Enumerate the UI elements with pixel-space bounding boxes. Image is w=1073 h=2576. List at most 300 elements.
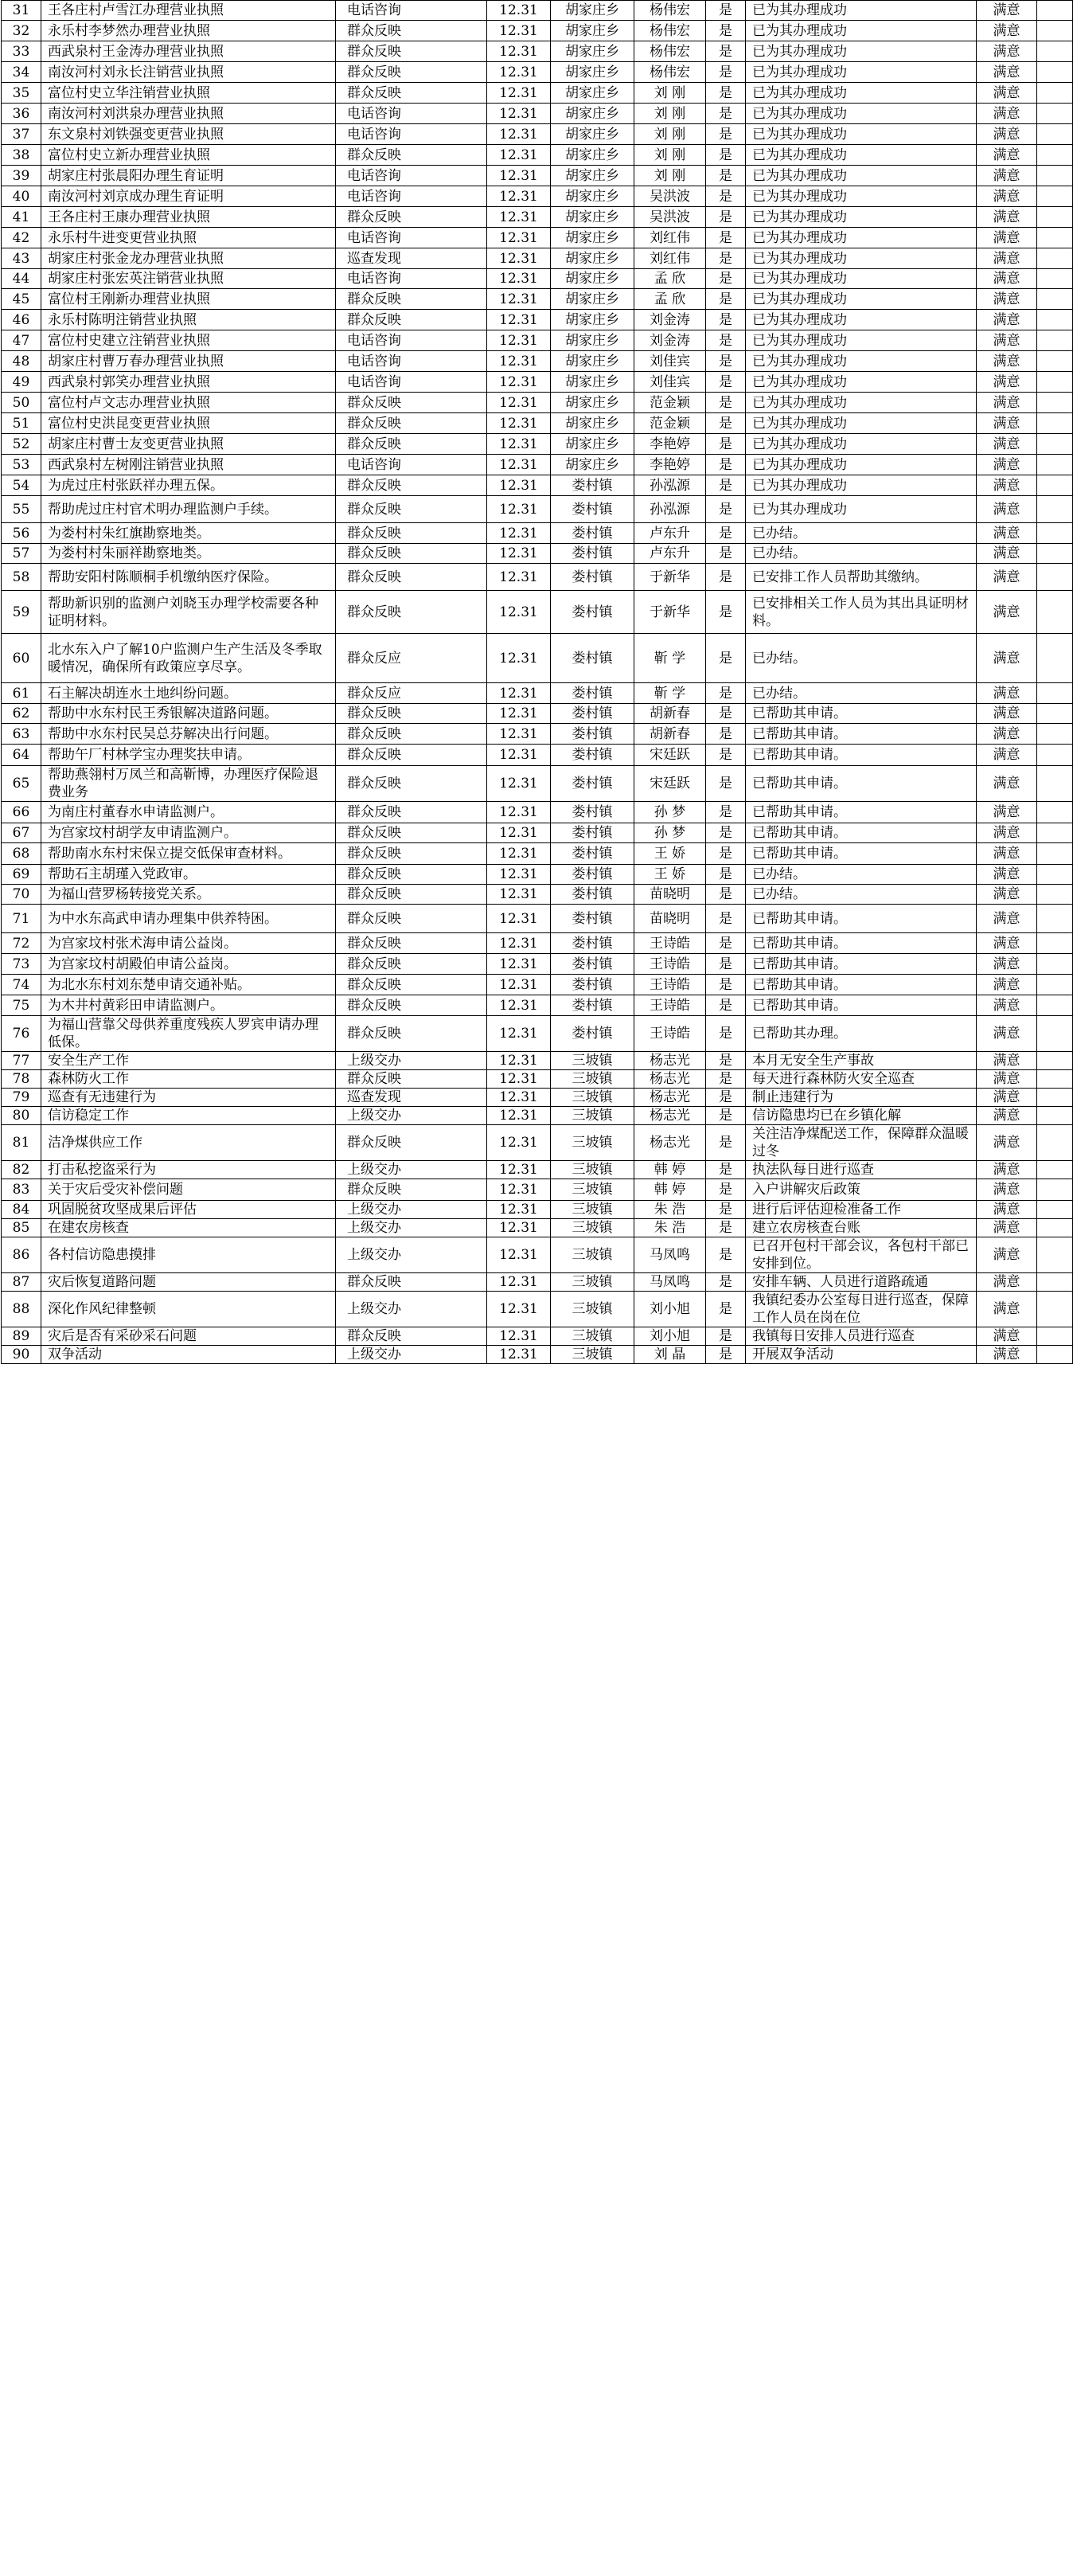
cell-item: 帮助中水东村民王秀银解决道路问题。 — [41, 704, 336, 724]
cell-item: 北水东入户了解10户监测户生产生活及冬季取暖情况，确保所有政策应享尽享。 — [41, 634, 336, 683]
cell-note — [1037, 1201, 1073, 1219]
table-row — [2, 724, 1073, 745]
cell-no: 72 — [2, 933, 41, 954]
cell-done: 是 — [706, 434, 746, 455]
cell-source: 群众反映 — [336, 1070, 487, 1089]
cell-date: 12.31 — [487, 41, 551, 62]
cell-source: 群众反映 — [336, 885, 487, 905]
cell-item: 为娄村村朱丽祥勘察地类。 — [41, 544, 336, 564]
cell-done: 是 — [706, 1219, 746, 1237]
cell-no: 33 — [2, 41, 41, 62]
cell-done: 是 — [706, 455, 746, 475]
cell-town: 胡家庄乡 — [551, 124, 634, 145]
cell-note — [1037, 766, 1073, 802]
cell-person: 刘 刚 — [634, 124, 706, 145]
cell-result: 已帮助其申请。 — [746, 905, 977, 933]
table-row — [2, 1161, 1073, 1179]
cell-satisfaction: 满意 — [977, 954, 1037, 975]
cell-no: 69 — [2, 865, 41, 885]
cell-item: 为福山营靠父母供养重度残疾人罗宾申请办理低保。 — [41, 1016, 336, 1052]
cell-no: 39 — [2, 166, 41, 186]
cell-item: 在建农房核查 — [41, 1219, 336, 1237]
cell-person: 王 娇 — [634, 843, 706, 865]
cell-town: 三坡镇 — [551, 1237, 634, 1273]
cell-item: 为娄村村朱红旗勘察地类。 — [41, 523, 336, 544]
cell-note — [1037, 330, 1073, 351]
cell-item: 打击私挖盗采行为 — [41, 1161, 336, 1179]
cell-note — [1037, 186, 1073, 207]
cell-item: 石主解决胡连水土地纠纷问题。 — [41, 683, 336, 704]
cell-item: 富位村史立华注销营业执照 — [41, 83, 336, 104]
cell-item: 西武泉村左树刚注销营业执照 — [41, 455, 336, 475]
cell-result: 已帮助其申请。 — [746, 802, 977, 823]
cell-person: 杨伟宏 — [634, 62, 706, 83]
cell-note — [1037, 455, 1073, 475]
cell-note — [1037, 683, 1073, 704]
cell-satisfaction: 满意 — [977, 802, 1037, 823]
cell-done: 是 — [706, 766, 746, 802]
cell-item: 胡家庄村张宏英注销营业执照 — [41, 269, 336, 289]
cell-town: 胡家庄乡 — [551, 145, 634, 166]
cell-satisfaction: 满意 — [977, 393, 1037, 413]
cell-note — [1037, 704, 1073, 724]
cell-note — [1037, 523, 1073, 544]
cell-result: 已为其办理成功 — [746, 372, 977, 393]
cell-done: 是 — [706, 1327, 746, 1346]
cell-no: 58 — [2, 564, 41, 591]
cell-town: 娄村镇 — [551, 724, 634, 745]
table-row — [2, 1089, 1073, 1107]
table-row — [2, 393, 1073, 413]
cell-source: 群众反映 — [336, 475, 487, 496]
cell-town: 胡家庄乡 — [551, 248, 634, 269]
cell-date: 12.31 — [487, 269, 551, 289]
cell-source: 群众反映 — [336, 393, 487, 413]
cell-item: 帮助虎过庄村官术明办理监测户手续。 — [41, 496, 336, 523]
cell-done: 是 — [706, 591, 746, 634]
cell-item: 胡家庄村张金龙办理营业执照 — [41, 248, 336, 269]
cell-result: 我镇纪委办公室每日进行巡查，保障工作人员在岗在位 — [746, 1292, 977, 1327]
cell-done: 是 — [706, 475, 746, 496]
cell-item: 富位村卢文志办理营业执照 — [41, 393, 336, 413]
cell-town: 胡家庄乡 — [551, 372, 634, 393]
cell-person: 于新华 — [634, 591, 706, 634]
cell-satisfaction: 满意 — [977, 591, 1037, 634]
cell-done: 是 — [706, 104, 746, 124]
cell-date: 12.31 — [487, 523, 551, 544]
cell-done: 是 — [706, 289, 746, 310]
cell-date: 12.31 — [487, 455, 551, 475]
table-row — [2, 1179, 1073, 1201]
cell-source: 上级交办 — [336, 1219, 487, 1237]
cell-no: 46 — [2, 310, 41, 330]
cell-done: 是 — [706, 1125, 746, 1161]
cell-source: 上级交办 — [336, 1346, 487, 1364]
cell-source: 群众反映 — [336, 434, 487, 455]
cell-done: 是 — [706, 865, 746, 885]
cell-date: 12.31 — [487, 823, 551, 843]
cell-date: 12.31 — [487, 1052, 551, 1070]
cell-no: 41 — [2, 207, 41, 228]
cell-note — [1037, 954, 1073, 975]
cell-no: 37 — [2, 124, 41, 145]
cell-item: 帮助南水东村宋保立提交低保审查材料。 — [41, 843, 336, 865]
cell-source: 群众反映 — [336, 975, 487, 995]
cell-person: 胡新春 — [634, 704, 706, 724]
cell-no: 34 — [2, 62, 41, 83]
cell-done: 是 — [706, 41, 746, 62]
cell-done: 是 — [706, 83, 746, 104]
cell-item: 安全生产工作 — [41, 1052, 336, 1070]
cell-result: 安排车辆、人员进行道路疏通 — [746, 1273, 977, 1292]
cell-source: 电话咨询 — [336, 1, 487, 21]
cell-no: 75 — [2, 995, 41, 1016]
table-row — [2, 413, 1073, 434]
cell-date: 12.31 — [487, 62, 551, 83]
cell-satisfaction: 满意 — [977, 1016, 1037, 1052]
table-row — [2, 330, 1073, 351]
cell-person: 孙泓源 — [634, 496, 706, 523]
cell-result: 已帮助其申请。 — [746, 843, 977, 865]
cell-person: 胡新春 — [634, 724, 706, 745]
cell-date: 12.31 — [487, 1161, 551, 1179]
cell-date: 12.31 — [487, 1016, 551, 1052]
cell-item: 西武泉村郭笑办理营业执照 — [41, 372, 336, 393]
cell-note — [1037, 1052, 1073, 1070]
cell-person: 刘 刚 — [634, 166, 706, 186]
cell-source: 群众反映 — [336, 766, 487, 802]
cell-town: 娄村镇 — [551, 975, 634, 995]
cell-person: 刘 刚 — [634, 83, 706, 104]
cell-date: 12.31 — [487, 413, 551, 434]
cell-person: 宋廷跃 — [634, 766, 706, 802]
cell-done: 是 — [706, 1237, 746, 1273]
cell-item: 胡家庄村曹士友变更营业执照 — [41, 434, 336, 455]
cell-town: 娄村镇 — [551, 802, 634, 823]
cell-result: 已为其办理成功 — [746, 330, 977, 351]
cell-date: 12.31 — [487, 1292, 551, 1327]
cell-no: 32 — [2, 21, 41, 41]
cell-item: 南汝河村刘洪泉办理营业执照 — [41, 104, 336, 124]
cell-town: 三坡镇 — [551, 1292, 634, 1327]
cell-satisfaction: 满意 — [977, 1052, 1037, 1070]
cell-town: 三坡镇 — [551, 1346, 634, 1364]
cell-source: 群众反映 — [336, 1273, 487, 1292]
cell-note — [1037, 1, 1073, 21]
cell-done: 是 — [706, 724, 746, 745]
cell-person: 杨志光 — [634, 1089, 706, 1107]
cell-no: 53 — [2, 455, 41, 475]
cell-town: 娄村镇 — [551, 475, 634, 496]
cell-done: 是 — [706, 1179, 746, 1201]
cell-town: 胡家庄乡 — [551, 1, 634, 21]
table-row — [2, 41, 1073, 62]
cell-no: 79 — [2, 1089, 41, 1107]
cell-date: 12.31 — [487, 954, 551, 975]
cell-no: 54 — [2, 475, 41, 496]
cell-done: 是 — [706, 413, 746, 434]
cell-source: 群众反应 — [336, 683, 487, 704]
cell-source: 群众反映 — [336, 704, 487, 724]
table-row — [2, 1273, 1073, 1292]
cell-person: 刘红伟 — [634, 248, 706, 269]
table-row — [2, 21, 1073, 41]
cell-result: 已为其办理成功 — [746, 1, 977, 21]
cell-result: 已为其办理成功 — [746, 186, 977, 207]
cell-result: 已为其办理成功 — [746, 269, 977, 289]
cell-done: 是 — [706, 704, 746, 724]
cell-source: 上级交办 — [336, 1237, 487, 1273]
cell-person: 苗晓明 — [634, 885, 706, 905]
cell-item: 胡家庄村曹万春办理营业执照 — [41, 351, 336, 372]
cell-result: 建立农房核查台账 — [746, 1219, 977, 1237]
cell-town: 胡家庄乡 — [551, 413, 634, 434]
cell-note — [1037, 248, 1073, 269]
cell-result: 已帮助其申请。 — [746, 995, 977, 1016]
cell-satisfaction: 满意 — [977, 21, 1037, 41]
cell-item: 富位村王刚新办理营业执照 — [41, 289, 336, 310]
cell-satisfaction: 满意 — [977, 1089, 1037, 1107]
cell-result: 已为其办理成功 — [746, 434, 977, 455]
cell-done: 是 — [706, 1161, 746, 1179]
cell-note — [1037, 933, 1073, 954]
cell-done: 是 — [706, 683, 746, 704]
cell-satisfaction: 满意 — [977, 475, 1037, 496]
cell-no: 52 — [2, 434, 41, 455]
cell-date: 12.31 — [487, 1179, 551, 1201]
cell-person: 刘金涛 — [634, 310, 706, 330]
cell-person: 范金颖 — [634, 393, 706, 413]
cell-source: 电话咨询 — [336, 372, 487, 393]
cell-item: 为宫家坟村胡学友申请监测户。 — [41, 823, 336, 843]
cell-satisfaction: 满意 — [977, 41, 1037, 62]
table-row — [2, 865, 1073, 885]
cell-note — [1037, 1292, 1073, 1327]
table-row — [2, 186, 1073, 207]
cell-date: 12.31 — [487, 310, 551, 330]
cell-item: 信访稳定工作 — [41, 1107, 336, 1125]
cell-note — [1037, 310, 1073, 330]
cell-result: 入户讲解灾后政策 — [746, 1179, 977, 1201]
cell-satisfaction: 满意 — [977, 269, 1037, 289]
cell-note — [1037, 372, 1073, 393]
cell-town: 三坡镇 — [551, 1179, 634, 1201]
cell-source: 群众反映 — [336, 1016, 487, 1052]
cell-no: 66 — [2, 802, 41, 823]
cell-source: 群众反映 — [336, 544, 487, 564]
cell-done: 是 — [706, 1107, 746, 1125]
cell-person: 杨伟宏 — [634, 41, 706, 62]
cell-date: 12.31 — [487, 1201, 551, 1219]
table-row — [2, 766, 1073, 802]
cell-no: 40 — [2, 186, 41, 207]
cell-person: 刘 刚 — [634, 145, 706, 166]
cell-source: 电话咨询 — [336, 124, 487, 145]
cell-person: 靳 学 — [634, 634, 706, 683]
cell-result: 已帮助其申请。 — [746, 954, 977, 975]
cell-satisfaction: 满意 — [977, 104, 1037, 124]
cell-done: 是 — [706, 351, 746, 372]
table-body — [2, 1, 1073, 1364]
cell-person: 孟 欣 — [634, 289, 706, 310]
table-row — [2, 1346, 1073, 1364]
cell-town: 三坡镇 — [551, 1201, 634, 1219]
table-row — [2, 885, 1073, 905]
cell-town: 胡家庄乡 — [551, 41, 634, 62]
cell-result: 信访隐患均已在乡镇化解 — [746, 1107, 977, 1125]
cell-source: 上级交办 — [336, 1201, 487, 1219]
cell-date: 12.31 — [487, 724, 551, 745]
cell-result: 已办结。 — [746, 544, 977, 564]
cell-note — [1037, 228, 1073, 248]
cell-date: 12.31 — [487, 248, 551, 269]
cell-done: 是 — [706, 975, 746, 995]
cell-result: 本月无安全生产事故 — [746, 1052, 977, 1070]
cell-note — [1037, 496, 1073, 523]
cell-item: 巩固脱贫攻坚成果后评估 — [41, 1201, 336, 1219]
cell-source: 上级交办 — [336, 1292, 487, 1327]
cell-source: 巡查发现 — [336, 1089, 487, 1107]
cell-person: 于新华 — [634, 564, 706, 591]
cell-done: 是 — [706, 62, 746, 83]
cell-done: 是 — [706, 905, 746, 933]
cell-satisfaction: 满意 — [977, 745, 1037, 766]
cell-item: 各村信访隐患摸排 — [41, 1237, 336, 1273]
cell-done: 是 — [706, 1052, 746, 1070]
cell-item: 深化作风纪律整顿 — [41, 1292, 336, 1327]
cell-note — [1037, 823, 1073, 843]
cell-satisfaction: 满意 — [977, 1161, 1037, 1179]
cell-done: 是 — [706, 248, 746, 269]
cell-no: 70 — [2, 885, 41, 905]
cell-town: 三坡镇 — [551, 1327, 634, 1346]
cell-source: 群众反应 — [336, 634, 487, 683]
cell-done: 是 — [706, 310, 746, 330]
cell-town: 娄村镇 — [551, 1016, 634, 1052]
cell-note — [1037, 745, 1073, 766]
cell-date: 12.31 — [487, 372, 551, 393]
cell-no: 64 — [2, 745, 41, 766]
cell-date: 12.31 — [487, 83, 551, 104]
cell-person: 李艳婷 — [634, 455, 706, 475]
cell-person: 刘红伟 — [634, 228, 706, 248]
cell-satisfaction: 满意 — [977, 124, 1037, 145]
cell-source: 群众反映 — [336, 207, 487, 228]
cell-person: 李艳婷 — [634, 434, 706, 455]
cell-note — [1037, 724, 1073, 745]
cell-satisfaction: 满意 — [977, 496, 1037, 523]
cell-satisfaction: 满意 — [977, 843, 1037, 865]
table-row — [2, 455, 1073, 475]
cell-source: 电话咨询 — [336, 166, 487, 186]
cell-date: 12.31 — [487, 1346, 551, 1364]
cell-date: 12.31 — [487, 496, 551, 523]
cell-town: 娄村镇 — [551, 954, 634, 975]
cell-note — [1037, 351, 1073, 372]
cell-no: 55 — [2, 496, 41, 523]
cell-result: 已为其办理成功 — [746, 21, 977, 41]
cell-no: 67 — [2, 823, 41, 843]
table-row — [2, 704, 1073, 724]
cell-note — [1037, 843, 1073, 865]
cell-town: 胡家庄乡 — [551, 330, 634, 351]
cell-result: 已为其办理成功 — [746, 413, 977, 434]
table-row — [2, 434, 1073, 455]
cell-person: 刘 刚 — [634, 104, 706, 124]
cell-item: 王各庄村卢雪江办理营业执照 — [41, 1, 336, 21]
cell-note — [1037, 975, 1073, 995]
cell-source: 电话咨询 — [336, 228, 487, 248]
table-row — [2, 496, 1073, 523]
cell-source: 群众反映 — [336, 823, 487, 843]
cell-town: 胡家庄乡 — [551, 434, 634, 455]
cell-item: 为宫家坟村张术海申请公益岗。 — [41, 933, 336, 954]
cell-result: 已帮助其申请。 — [746, 823, 977, 843]
cell-town: 娄村镇 — [551, 745, 634, 766]
cell-satisfaction: 满意 — [977, 455, 1037, 475]
cell-item: 帮助中水东村民吴总芬解决出行问题。 — [41, 724, 336, 745]
cell-date: 12.31 — [487, 393, 551, 413]
cell-note — [1037, 591, 1073, 634]
cell-result: 已为其办理成功 — [746, 124, 977, 145]
cell-satisfaction: 满意 — [977, 995, 1037, 1016]
cell-note — [1037, 434, 1073, 455]
cell-done: 是 — [706, 634, 746, 683]
cell-person: 吴洪波 — [634, 207, 706, 228]
cell-person: 杨志光 — [634, 1052, 706, 1070]
cell-result: 已为其办理成功 — [746, 310, 977, 330]
cell-person: 杨伟宏 — [634, 1, 706, 21]
cell-person: 刘小旭 — [634, 1327, 706, 1346]
cell-satisfaction: 满意 — [977, 1292, 1037, 1327]
cell-satisfaction: 满意 — [977, 372, 1037, 393]
cell-done: 是 — [706, 1089, 746, 1107]
cell-person: 刘佳宾 — [634, 351, 706, 372]
cell-date: 12.31 — [487, 975, 551, 995]
table-row — [2, 634, 1073, 683]
cell-town: 娄村镇 — [551, 933, 634, 954]
cell-source: 上级交办 — [336, 1107, 487, 1125]
cell-date: 12.31 — [487, 544, 551, 564]
cell-result: 已为其办理成功 — [746, 62, 977, 83]
table-row — [2, 1016, 1073, 1052]
cell-source: 上级交办 — [336, 1161, 487, 1179]
cell-town: 娄村镇 — [551, 683, 634, 704]
cell-date: 12.31 — [487, 1, 551, 21]
cell-source: 群众反映 — [336, 310, 487, 330]
table-row — [2, 1237, 1073, 1273]
cell-done: 是 — [706, 207, 746, 228]
cell-note — [1037, 634, 1073, 683]
cell-no: 83 — [2, 1179, 41, 1201]
cell-note — [1037, 1107, 1073, 1125]
cell-town: 三坡镇 — [551, 1052, 634, 1070]
cell-person: 孟 欣 — [634, 269, 706, 289]
cell-result: 已帮助其申请。 — [746, 975, 977, 995]
cell-date: 12.31 — [487, 802, 551, 823]
cell-note — [1037, 905, 1073, 933]
cell-note — [1037, 475, 1073, 496]
cell-no: 44 — [2, 269, 41, 289]
cell-date: 12.31 — [487, 104, 551, 124]
cell-date: 12.31 — [487, 1237, 551, 1273]
cell-town: 三坡镇 — [551, 1107, 634, 1125]
cell-source: 群众反映 — [336, 523, 487, 544]
cell-satisfaction: 满意 — [977, 933, 1037, 954]
cell-date: 12.31 — [487, 1125, 551, 1161]
cell-satisfaction: 满意 — [977, 248, 1037, 269]
table-row — [2, 823, 1073, 843]
